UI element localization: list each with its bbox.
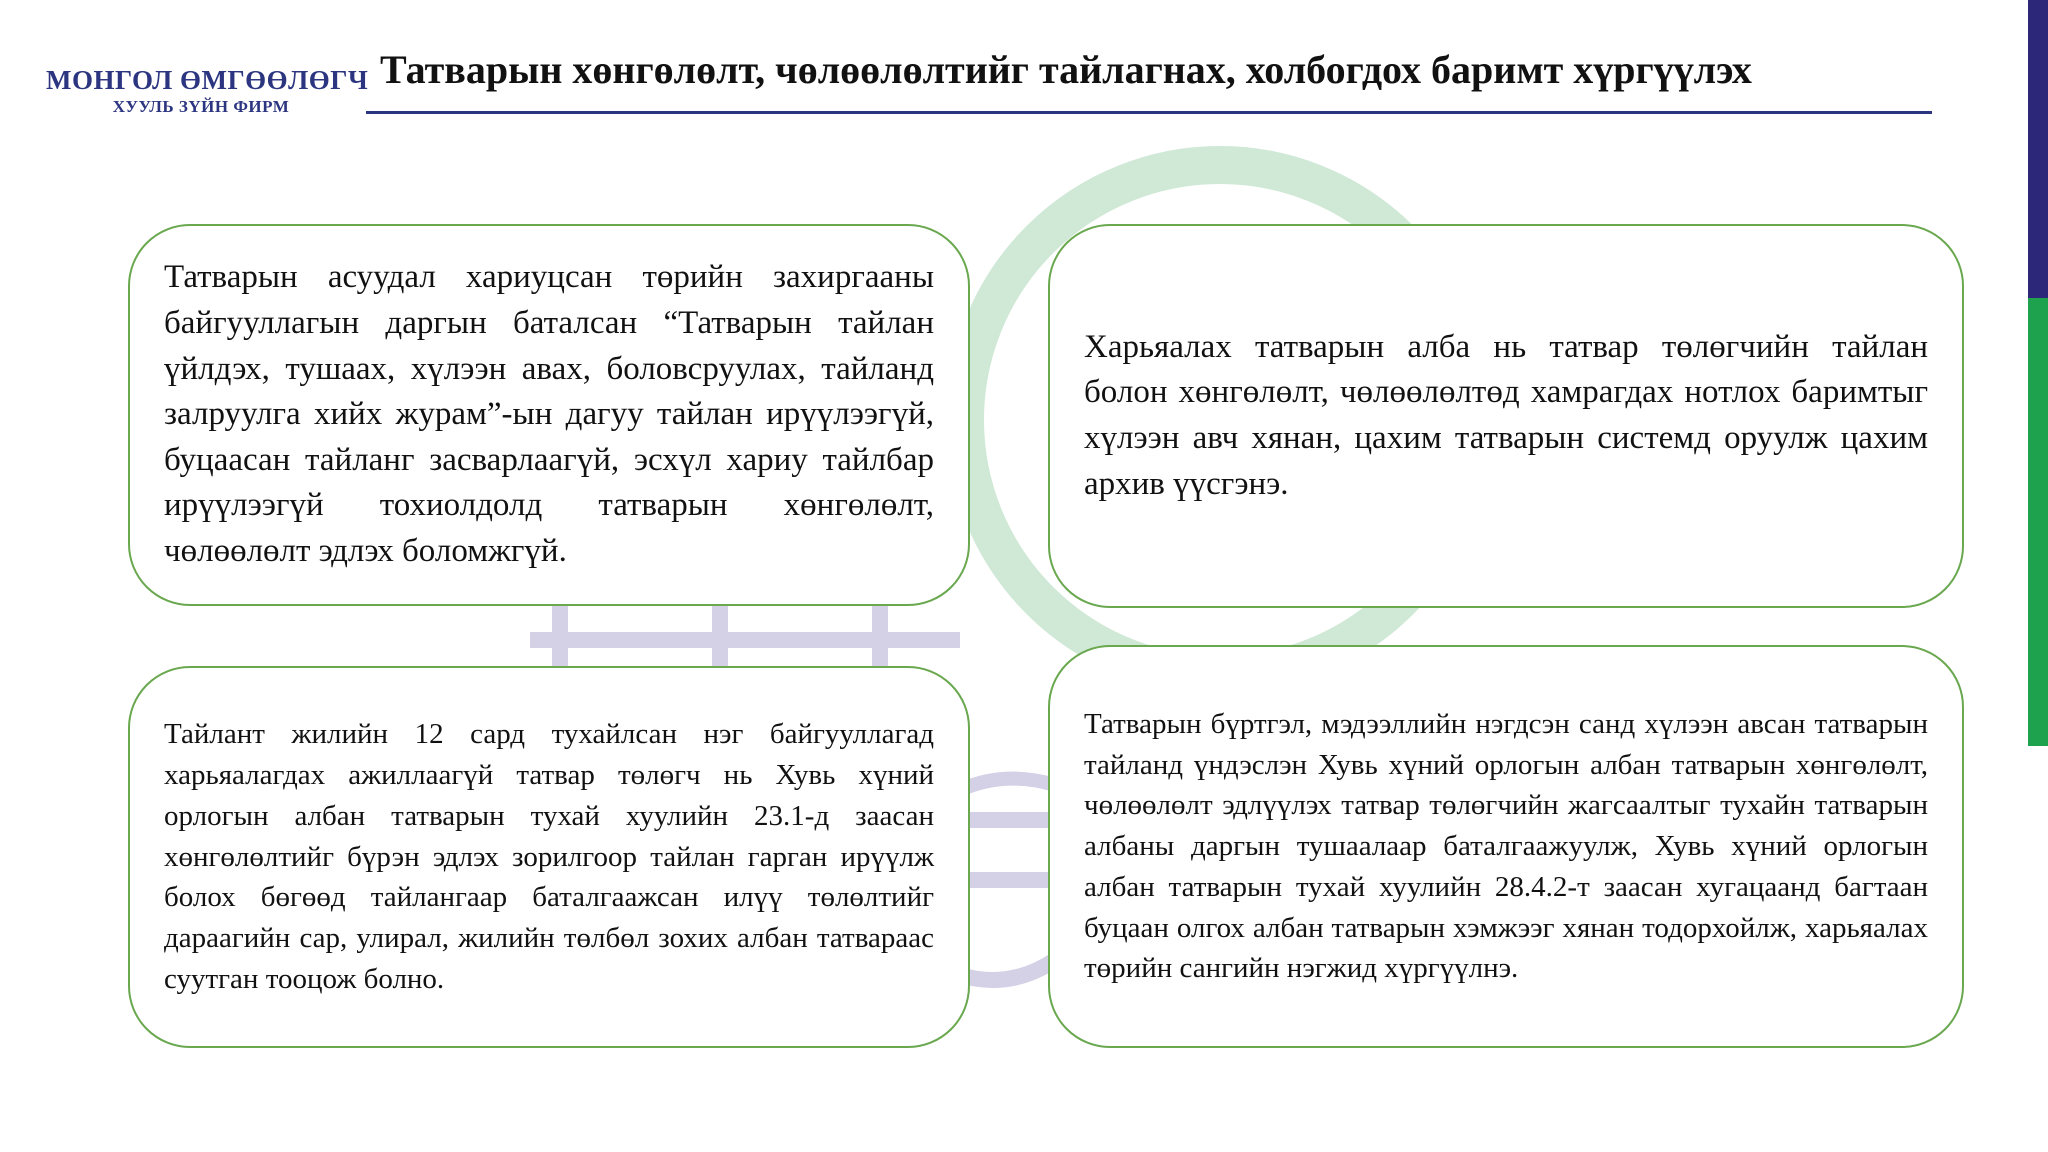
- purple-arc-decoration-2: [960, 779, 1055, 790]
- info-box-text: Татварын бүртгэл, мэдээллийн нэгдсэн санд хүлээн авсан татварын тайланд үндэслэн Хувь хүний орлогын албан татварын хөнгөлөлт, чөлөөлөлт эдлүүлэх татвар төлөгчийн жагсаалтыг тухайн татварын албаны даргын тушаалаар баталгаажуулж, Хувь хүний орлогын албан татварын тухай хуулийн 28.4.2-т заасан хугацаанд багтаан буцаан олгох албан татварын хэмжээг хянан тодорхойлж, харьяалах төрийн сангийн нэгжид хүргүүлнэ.: [1084, 707, 1928, 985]
- purple-arc-decoration: [960, 960, 1055, 980]
- edge-accent-green: [2028, 298, 2048, 746]
- info-box-text: Тайлант жилийн 12 сард тухайлсан нэг байгууллагад харьяалагдах ажиллаагүй татвар төлөгч нь Хувь хүний орлогын албан татварын тухай хуулийн 23.1-д заасан хөнгөлөлтийг бүрэн эдлэх зорилгоор тайлан гарган ирүүлж болох бөгөөд тайлангаар баталгаажсан илүү төлөлтийг дараагийн сар, улирал, жилийн төлбөл зохих албан татвараас суутган тооцож болно.: [164, 718, 934, 995]
- logo-subtitle: ХУУЛЬ ЗҮЙН ФИРМ: [112, 97, 290, 116]
- info-box-top-right: [1048, 224, 1964, 608]
- info-box-bottom-right: [1048, 645, 1964, 1048]
- edge-accent-navy: [2028, 0, 2048, 298]
- info-box-bottom-left: [128, 666, 970, 1048]
- info-box-text: Татварын асуудал хариуцсан төрийн захиргааны байгууллагын даргын баталсан “Татварын тайлан үйлдэх, тушаах, хүлээн авах, боловсруулах, тайланд залруулга хийх журам”-ын дагуу тайлан ирүүлээгүй, буцаасан тайланг засварлаагүй, эсхүл хариу тайлбар ирүүлээгүй тохиолдолд татварын хөнгөлөлт, чөлөөлөлт эдлэх боломжгүй.: [164, 259, 934, 569]
- logo-name: МОНГОЛ ӨМГӨӨЛӨГЧ: [46, 65, 369, 95]
- title-underline: [366, 111, 1932, 114]
- info-box-top-left: [128, 224, 970, 606]
- info-box-text: Харьяалах татварын алба нь татвар төлөгчийн тайлан болон хөнгөлөлт, чөлөөлөлтөд хамрагдах нотлох баримтыг хүлээн авч хянан, цахим татварын системд оруулж цахим архив үүсгэнэ.: [1084, 328, 1928, 502]
- page-title: Татварын хөнгөлөлт, чөлөөлөлтийг тайлагнах, холбогдох баримт хүргүүлэх: [380, 47, 1752, 92]
- firm-logo: [46, 64, 369, 118]
